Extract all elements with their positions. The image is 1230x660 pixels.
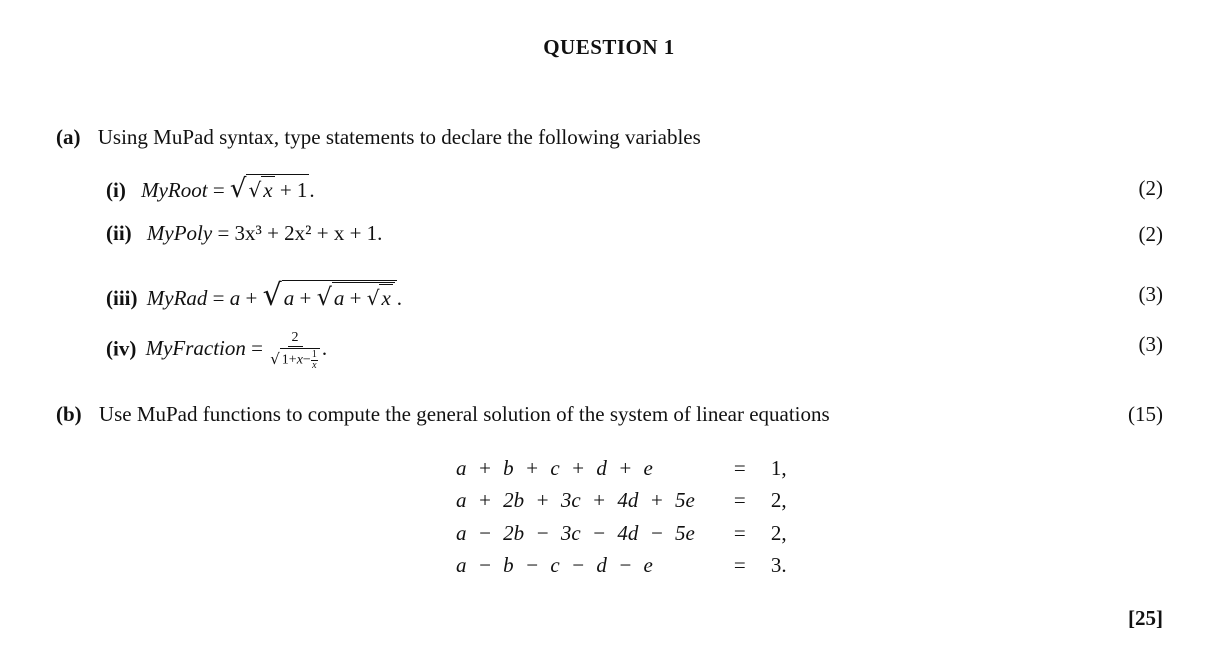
- equation-lhs: a + 2b + 3c + 4d + 5e: [456, 488, 695, 513]
- item-ii-label: (ii): [106, 221, 132, 245]
- equals-sign: =: [733, 520, 746, 545]
- part-b-marks: (15): [1128, 402, 1163, 426]
- part-a-label: (a): [56, 125, 81, 149]
- part-b-label: (b): [56, 402, 82, 426]
- equation-rhs: 2,: [770, 520, 787, 545]
- item-iii-label: (iii): [106, 286, 138, 310]
- total-marks: [25]: [1128, 606, 1163, 630]
- item-iii-expr: MyRad = a + √a + √a + √x .: [146, 278, 403, 313]
- item-ii-expr: MyPoly = 3x³ + 2x² + x + 1.: [146, 221, 383, 245]
- question-title: QUESTION 1: [543, 35, 675, 59]
- part-b: [56, 402, 830, 427]
- equals-sign: =: [733, 488, 746, 513]
- equation-row: [456, 485, 787, 518]
- item-ii-poly: 3x³ + 2x² + x + 1.: [234, 221, 383, 245]
- equation-lhs: a − 2b − 3c − 4d − 5e: [456, 520, 695, 545]
- item-i: [106, 174, 315, 204]
- equation-row: [456, 452, 787, 485]
- equation-rhs: 2,: [770, 488, 787, 513]
- item-ii: [106, 221, 382, 246]
- item-iv-marks: (3): [1138, 332, 1163, 356]
- equation-row: [456, 550, 787, 583]
- equation-row: [456, 517, 787, 550]
- item-i-label: (i): [106, 178, 126, 202]
- part-a: [56, 125, 701, 150]
- item-iv-expr: MyFraction = 2 √ 1+x− $\frac{1}{x}$ .: [145, 330, 328, 371]
- equals-sign: =: [733, 455, 746, 480]
- item-iii-marks: (3): [1138, 282, 1163, 306]
- equation-system: [456, 452, 787, 582]
- equation-lhs: a − b − c − d − e: [456, 553, 653, 578]
- item-ii-marks: (2): [1138, 222, 1163, 246]
- item-iv-label: (iv): [106, 336, 137, 361]
- item-iv: [106, 330, 327, 371]
- equation-lhs: a + b + c + d + e: [456, 455, 653, 480]
- equation-rhs: 3.: [770, 553, 787, 578]
- equation-rhs: 1,: [770, 455, 787, 480]
- part-a-text: Using MuPad syntax, type statements to declare the following variables: [97, 125, 701, 149]
- item-i-marks: (2): [1138, 176, 1163, 200]
- part-b-text: Use MuPad functions to compute the general solution of the system of linear equations: [98, 402, 830, 426]
- equals-sign: =: [733, 553, 746, 578]
- fraction: 2 √ 1+x− $\frac{1}{x}$: [270, 330, 320, 371]
- item-iii: [106, 278, 402, 313]
- item-i-expr: MyRoot = √ √x + 1.: [141, 174, 315, 204]
